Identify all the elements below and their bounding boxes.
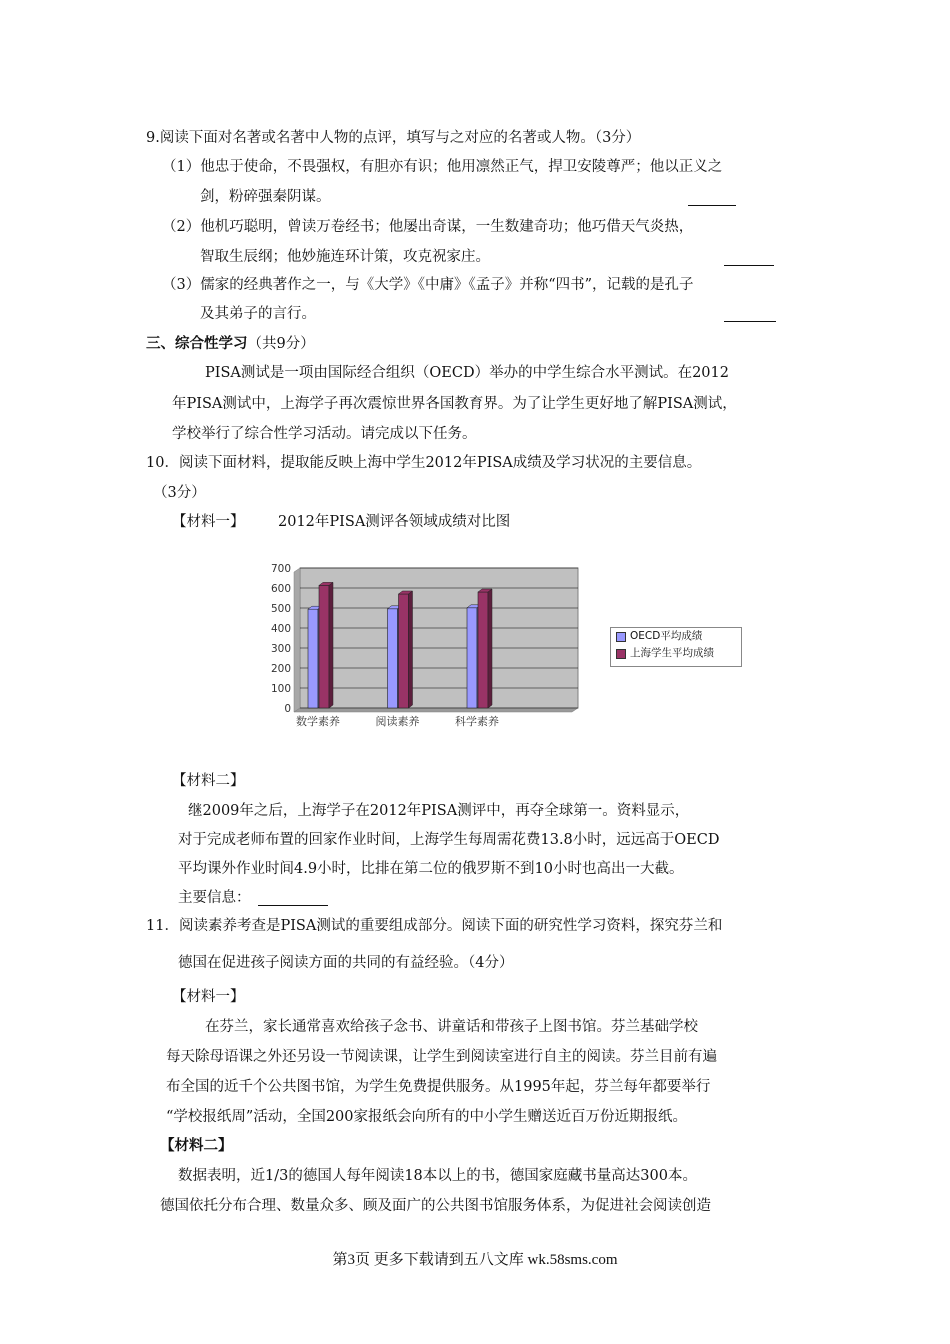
plot-floor xyxy=(294,708,578,712)
q10-main-info-label: 主要信息： xyxy=(178,890,251,906)
y-tick-label: 200 xyxy=(270,663,291,675)
section3-intro-1: PISA测试是一项由国际经合组织（OECD）举办的中学生综合水平测试。在2012 xyxy=(205,365,729,381)
y-tick-label: 0 xyxy=(284,703,291,715)
q9-item-1-line1: （1）他忠于使命，不畏强权，有胆亦有识；他用凛然正气，捍卫安陵尊严；他以正义之 xyxy=(162,159,723,175)
chart-legend xyxy=(610,627,742,667)
q10-stem: 10．阅读下面材料，提取能反映上海中学生2012年PISA成绩及学习状况的主要信息。 xyxy=(146,455,702,471)
bar-side xyxy=(409,591,413,708)
q10-material2-line3: 平均课外作业时间4.9小时，比排在第二位的俄罗斯不到10小时也高出一大截。 xyxy=(178,861,684,877)
chart-title: 2012年PISA测评各领域成绩对比图 xyxy=(278,514,511,530)
q11-material1-line4: “学校报纸周”活动，全国200家报纸会向所有的中小学生赠送近百万份近期报纸。 xyxy=(166,1109,687,1125)
q9-item-1-line2: 剑，粉碎强秦阴谋。 xyxy=(200,189,331,205)
q9-item-3-line2: 及其弟子的言行。 xyxy=(200,306,316,322)
x-tick-label: 阅读素养 xyxy=(375,715,420,728)
page-footer: 第3页 更多下载请到五八文库 wk.58sms.com xyxy=(332,1252,618,1268)
legend-entry-oecd xyxy=(611,628,741,645)
q10-material2-line1: 继2009年之后，上海学子在2012年PISA测评中，再夺全球第一。资料显示， xyxy=(188,803,690,819)
q10-score: （3分） xyxy=(153,485,206,501)
q11-stem-line2: 德国在促进孩子阅读方面的共同的有益经验。（4分） xyxy=(178,955,514,971)
bar xyxy=(478,592,488,708)
legend-swatch-oecd xyxy=(616,632,626,642)
legend-label-shanghai: 上海学生平均成绩 xyxy=(630,647,714,659)
q9-answer-blank-1[interactable] xyxy=(688,191,736,206)
legend-entry-shanghai xyxy=(611,645,741,662)
x-tick-label: 科学素养 xyxy=(455,715,499,728)
q10-material2-label: 【材料二】 xyxy=(172,773,245,789)
bar-side xyxy=(329,582,333,708)
section3-heading-line xyxy=(146,334,315,354)
section3-intro-2: 年PISA测试中，上海学子再次震惊世界各国教育界。为了让学生更好地了解PISA测试， xyxy=(172,396,737,412)
q9-answer-blank-2[interactable] xyxy=(724,251,774,266)
q9-answer-blank-3[interactable] xyxy=(724,307,776,322)
legend-swatch-shanghai xyxy=(616,649,626,659)
q9-stem: 9.阅读下面对名著或名著中人物的点评，填写与之对应的名著或人物。（3分） xyxy=(146,130,641,146)
y-tick-label: 500 xyxy=(270,603,291,615)
plot-area xyxy=(300,568,578,708)
bar xyxy=(467,608,477,708)
q11-material2-label: 【材料二】 xyxy=(160,1138,233,1154)
y-tick-label: 600 xyxy=(270,583,291,595)
y-tick-label: 100 xyxy=(270,683,291,695)
q10-material2-line2: 对于完成老师布置的回家作业时间，上海学生每周需花费13.8小时，远远高于OECD xyxy=(178,832,720,848)
y-tick-label: 400 xyxy=(270,623,291,635)
q11-material1-line2: 每天除母语课之外还另设一节阅读课，让学生到阅读室进行自主的阅读。芬兰目前有遍 xyxy=(166,1049,717,1065)
bar xyxy=(388,609,398,708)
bar-side xyxy=(488,589,492,708)
section3-intro-3: 学校举行了综合性学习活动。请完成以下任务。 xyxy=(172,426,477,442)
section3-heading-note: （共9分） xyxy=(247,336,315,352)
pisa-bar-chart xyxy=(262,558,592,738)
q9-item-3-line1: （3）儒家的经典著作之一，与《大学》《中庸》《孟子》并称“四书”，记载的是孔子 xyxy=(162,277,694,293)
legend-label-oecd: OECD平均成绩 xyxy=(630,630,703,642)
x-tick-label: 数学素养 xyxy=(296,715,340,728)
bar xyxy=(308,609,318,708)
bar xyxy=(319,585,329,708)
q11-stem-line1: 11．阅读素养考查是PISA测试的重要组成部分。阅读下面的研究性学习资料，探究芬兰和 xyxy=(146,918,723,934)
plot-side-wall xyxy=(294,568,300,712)
q11-material2-line1: 数据表明，近1/3的德国人每年阅读18本以上的书，德国家庭藏书量高达300本。 xyxy=(178,1168,697,1184)
y-tick-label: 300 xyxy=(270,643,291,655)
bar xyxy=(399,594,409,708)
q11-material1-line3: 布全国的近千个公共图书馆，为学生免费提供服务。从1995年起，芬兰每年都要举行 xyxy=(166,1079,711,1095)
q10-material1-label: 【材料一】 xyxy=(172,514,245,530)
q11-material1-line1: 在芬兰，家长通常喜欢给孩子念书、讲童话和带孩子上图书馆。芬兰基础学校 xyxy=(205,1019,698,1035)
y-tick-label: 700 xyxy=(270,563,291,575)
section3-heading: 三、综合性学习 xyxy=(146,336,248,352)
q11-material2-line2: 德国依托分布合理、数量众多、顾及面广的公共图书馆服务体系，为促进社会阅读创造 xyxy=(160,1198,711,1214)
q10-answer-blank[interactable] xyxy=(258,891,328,906)
q11-material1-label: 【材料一】 xyxy=(172,989,245,1005)
q9-item-2-line2: 智取生辰纲；他妙施连环计策，攻克祝家庄。 xyxy=(200,249,490,265)
q9-item-2-line1: （2）他机巧聪明，曾读万卷经书；他屡出奇谋，一生数建奇功；他巧借天气炎热， xyxy=(162,219,694,235)
